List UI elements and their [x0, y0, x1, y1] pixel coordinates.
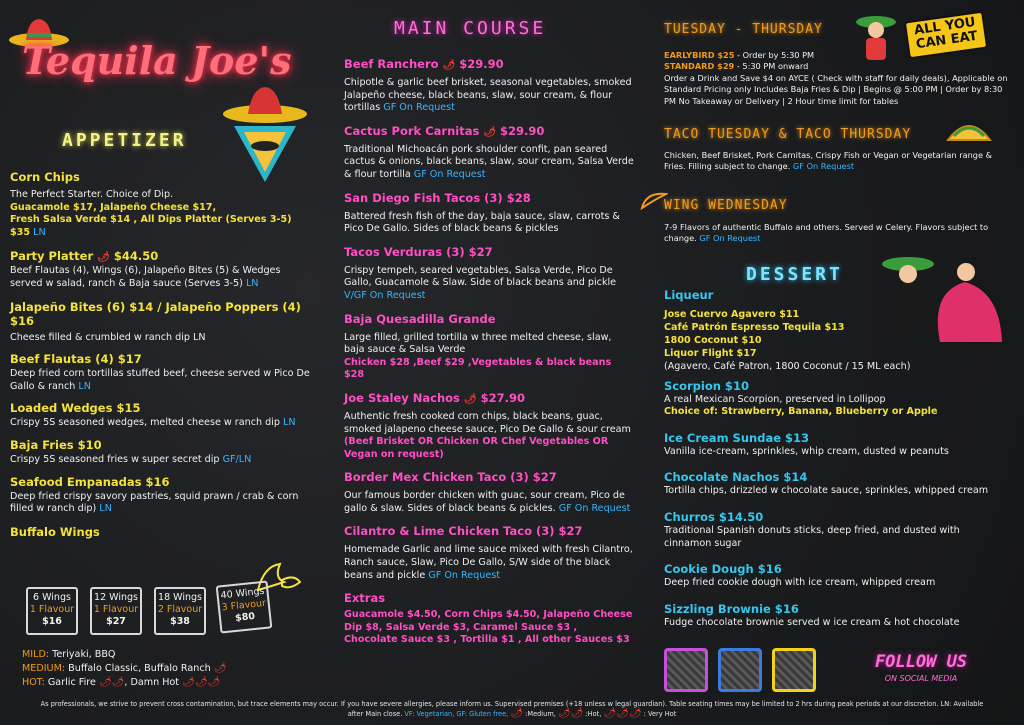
main-item — [344, 245, 634, 303]
wing-desc: 7-9 Flavors of authentic Buffalo and others. Served w Celery. Flavors subject to change. — [664, 222, 989, 244]
chili-icon: 🌶 — [510, 708, 524, 719]
mild-label: MILD: — [22, 649, 50, 660]
baja-fries-tag: GF/LN — [222, 453, 252, 465]
extras-item — [344, 591, 634, 647]
jalapeno-desc: Cheese filled & crumbled w ranch dip LN — [10, 331, 206, 343]
border-taco-title: Border Mex Chicken Taco (3) $27 — [344, 470, 557, 485]
main-item-price: $29.90 — [459, 57, 504, 71]
baja-fries-item — [10, 438, 310, 467]
wing-box-6 — [26, 587, 78, 635]
main-item-desc: Crispy tempeh, seared vegetables, Salsa Verde, Pico De Gallo, Guacamole & Slaw. Side of black beans and pickle — [344, 264, 617, 289]
dessert-item-desc: Fudge chocolate brownie served w ice cream & hot chocolate — [664, 616, 960, 628]
chili-icon: 🌶 — [463, 393, 477, 405]
footer-hot: :Hot, — [583, 710, 602, 718]
dessert-item-title: Cookie Dough $16 — [664, 562, 782, 577]
cilantro-taco-desc: Homemade Garlic and lime sauce mixed with fresh Cilantro, Ranch sauce, Slaw, Pico De Gallo, S/W side of the black beans and pickle — [344, 544, 633, 581]
empanadas-desc: Deep fried crispy savory pastries, squid prawn / crab & corn filled w ranch dip) — [10, 490, 299, 515]
taco-tag: GF On Request — [792, 161, 855, 172]
corn-chips-desc: The Perfect Starter. Choice of Dip. — [10, 189, 174, 200]
liqueur-note: (Agavero, Café Patron, 1800 Coconut / 15 ML each) — [664, 361, 911, 372]
wing-price: $38 — [170, 616, 190, 627]
taco-heading: TACO TUESDAY & TACO THURSDAY — [664, 127, 912, 142]
wing-count: 12 Wings — [94, 592, 138, 603]
facebook-qr-code[interactable] — [718, 648, 762, 692]
nachos-extra: (Beef Brisket OR Chicken OR Chef Vegetables OR Vegan on request) — [344, 436, 609, 460]
wing-heading: WING WEDNESDAY — [664, 198, 788, 213]
scorpion-title: Scorpion $10 — [664, 378, 749, 393]
buffalo-wings-title: Buffalo Wings — [10, 524, 100, 539]
wing-flavour: 1 Flavour — [29, 604, 75, 615]
wing-tag: GF On Request — [699, 233, 761, 244]
quesadilla-item — [344, 312, 634, 382]
chili-icon: 🌶 — [442, 60, 456, 71]
main-item-tag: GF On Request — [383, 102, 455, 114]
earlybird-time: - Order by 5:30 PM — [734, 50, 815, 60]
liqueur-line: Jose Cuervo Agavero $11 — [664, 309, 800, 320]
dessert-item-desc: Tortilla chips, drizzled w chocolate sauce, sprinkles, whipped cream — [664, 485, 989, 497]
scorpion-choice: Choice of: Strawberry, Banana, Blueberry or Apple — [664, 406, 938, 418]
border-taco-item — [344, 470, 634, 515]
loaded-wedges-tag: LN — [283, 417, 296, 429]
corn-chips-prices-2: Fresh Salsa Verde $14 , All Dips Platter (Serves 3-5) — [10, 214, 292, 226]
jalapeno-item — [10, 300, 310, 345]
beef-flautas-title: Beef Flautas (4) $17 — [10, 352, 142, 367]
jalapeno-title: Jalapeño Bites (6) $14 / Jalapeño Poppers (4) — [10, 299, 301, 314]
medium-label: MEDIUM: — [22, 663, 66, 674]
wing-flavour: 2 Flavour — [157, 604, 203, 615]
baja-fries-desc: Crispy 5S seasoned fries w super secret dip — [10, 453, 220, 465]
beef-flautas-item — [10, 352, 310, 393]
baja-fries-title: Baja Fries $10 — [10, 437, 102, 452]
main-item-desc: Battered fresh fish of the day, baja sauce, slaw, carrots & Pico De Gallo. Sides of black beans & pickles — [344, 210, 620, 235]
chili-icon: 🌶🌶 — [98, 677, 125, 688]
medium-flavours: Buffalo Classic, Buffalo Ranch — [68, 663, 211, 674]
liqueur-line: 1800 Coconut $10 — [664, 335, 762, 346]
dessert-item-title: Sizzling Brownie $16 — [664, 601, 799, 616]
wing-box-18 — [154, 587, 206, 635]
footer-medium: :Medium, — [523, 710, 556, 718]
cilantro-taco-tag: GF On Request — [428, 569, 500, 581]
wing-box-40 — [216, 580, 273, 633]
quesadilla-prices: Chicken $28 ,Beef $29 ,Vegetables & black beans $28 — [344, 356, 612, 381]
corn-chips-tag: LN — [33, 226, 46, 238]
chili-icon: 🌶 — [97, 252, 110, 264]
nachos-item — [344, 391, 634, 461]
wing-box-12 — [90, 587, 142, 635]
standard-time: - 5:30 PM onward — [734, 61, 809, 72]
standard-label: STANDARD $29 — [664, 61, 735, 72]
party-platter-desc: Beef Flautas (4), Wings (6), Jalapeño Bites (5) & Wedges served w salad, ranch & Baja sauce (Serves 3-5) — [10, 265, 281, 289]
wing-count: 18 Wings — [158, 592, 202, 603]
nachos-desc: Authentic fresh cooked corn chips, black beans, guac, smoked jalapeno cheese sauce, Pico De Gallo & sour cream — [344, 410, 631, 435]
hot-flavour-1: Garlic Fire — [47, 677, 96, 688]
mariachi-mask-icon — [222, 84, 308, 184]
empanadas-title: Seafood Empanadas $16 — [10, 474, 170, 489]
main-item — [344, 191, 634, 236]
taco-desc: Chicken, Beef Brisket, Pork Carnitas, Crispy Fish or Vegan or Vegetarian range & Fries. Filling subject to change. — [664, 150, 993, 172]
chili-icon: 🌶 — [483, 126, 497, 138]
buffalo-wings-item — [10, 525, 310, 539]
wing-flavours — [22, 648, 226, 690]
wing-count: 40 Wings — [220, 585, 266, 602]
chili-icon: 🌶🌶🌶 — [182, 677, 221, 688]
beef-flautas-desc: Deep fried corn tortillas stuffed beef, cheese served w Pico De Gallo & ranch — [10, 368, 310, 392]
loaded-wedges-desc: Crispy 5S seasoned wedges, melted cheese w ranch dip — [10, 417, 280, 429]
dessert-item-desc: Vanilla ice-cream, sprinkles, whip cream, dusted w peanuts — [664, 445, 949, 457]
party-platter-item — [10, 249, 310, 290]
border-taco-tag: GF On Request — [558, 502, 631, 514]
main-item-desc: Traditional Michoacán pork shoulder confit, pan seared cactus & onions, black beans, slaw, sour cream, Salsa Verde & flour tortilla — [344, 143, 634, 180]
party-platter-tag: LN — [245, 277, 259, 289]
dessert-item-desc: Traditional Spanish donuts sticks, deep fried, and dusted with cinnamon sugar — [664, 524, 960, 549]
scorpion-desc: A real Mexican Scorpion, preserved in Lollipop — [664, 393, 886, 405]
hot-flavour-2: , Damn Hot — [124, 677, 180, 688]
follow-us-text: FOLLOW US — [874, 652, 968, 672]
appetizer-section — [10, 170, 310, 539]
main-item-title: Beef Ranchero — [344, 57, 439, 71]
nachos-title: Joe Staley Nachos — [344, 390, 460, 405]
snapchat-qr-code[interactable] — [772, 648, 816, 692]
main-item-tag: V/GF On Request — [344, 289, 426, 301]
extras-desc: Guacamole $4.50, Corn Chips $4.50, Jalapeño Cheese Dip $8, Salsa Verde $3, Caramel Sauce $3 , Chocolate Sauce $3 , Tortilla $1 , All other Sauces $3 — [344, 609, 633, 646]
corn-chips-item — [10, 170, 310, 239]
party-platter-title: Party Platter — [10, 249, 94, 264]
dessert-item-title: Chocolate Nachos $14 — [664, 470, 808, 485]
cilantro-taco-item — [344, 524, 634, 582]
earlybird-label: EARLYBIRD $25 — [664, 50, 735, 60]
corn-chips-prices: Guacamole $17, Jalapeño Cheese $17, — [10, 201, 217, 213]
quesadilla-title: Baja Quesadilla Grande — [344, 311, 496, 326]
main-item-title: Tacos Verduras (3) $27 — [344, 244, 493, 259]
hot-label: HOT: — [22, 677, 45, 688]
corn-chips-title: Corn Chips — [10, 170, 80, 184]
appetizer-heading: APPETIZER — [62, 130, 187, 151]
loaded-wedges-item — [10, 401, 310, 430]
ayce-badge: ALL YOU CAN EAT — [904, 11, 989, 60]
dessert-item-desc: Deep fried cookie dough with ice cream, whipped cream — [664, 577, 936, 589]
footer-line-1: As professionals, we strive to prevent cross contamination, but trace elements may occur. If you have severe allergies, please inform us. Supervised premises (+18 unless w legal guardian). Table seating times may be limited to 2 hrs during peak periods at our discretion. LN: Available — [40, 700, 984, 708]
chili-icon: 🌶🌶🌶 — [603, 708, 642, 719]
mild-flavours: Teriyaki, BBQ — [52, 649, 116, 660]
footer-diet-key: VF: Vegetarian, GF: Gluten free, — [402, 710, 509, 718]
footer-disclaimer — [0, 700, 1024, 719]
jalapeno-price: $16 — [10, 313, 35, 328]
main-item-desc: Chipotle & garlic beef brisket, seasonal vegetables, smoked Jalapeño cheese, black beans, slaw, sour cream, & flour tortillas — [344, 77, 632, 114]
main-item-price: $29.90 — [500, 123, 545, 138]
main-item — [344, 124, 634, 182]
main-item-title: San Diego Fish Tacos (3) $28 — [344, 190, 531, 205]
party-platter-price: $44.50 — [113, 249, 159, 264]
main-item-tag: GF On Request — [413, 168, 486, 180]
border-taco-desc: Our famous border chicken with guac, sour cream, Pico de gallo & slaw. Sides of black beans & pickles. — [344, 490, 625, 514]
corn-chips-prices-3: $35 — [10, 226, 31, 238]
wing-flavour: 3 Flavour — [221, 597, 267, 614]
footer-very-hot: : Very Hot — [641, 710, 677, 718]
beef-flautas-tag: LN — [78, 380, 91, 392]
main-course-heading: MAIN COURSE — [394, 18, 547, 39]
dessert-item-title: Ice Cream Sundae $13 — [664, 430, 810, 445]
liqueur-line: Café Patrón Espresso Tequila $13 — [664, 322, 845, 333]
liqueur-line: Liquor Flight $17 — [664, 348, 757, 359]
extras-title: Extras — [344, 591, 386, 606]
brand-title: Tequila Joe's — [22, 38, 292, 83]
instagram-qr-code[interactable] — [664, 648, 708, 692]
loaded-wedges-title: Loaded Wedges $15 — [10, 401, 141, 416]
empanadas-tag: LN — [99, 503, 112, 515]
wing-count: 6 Wings — [33, 592, 71, 603]
dessert-heading: DESSERT — [746, 264, 843, 285]
follow-us-subtext: ON SOCIAL MEDIA — [884, 674, 958, 683]
wing-price: $16 — [42, 616, 62, 627]
chili-icon: 🌶🌶 — [557, 708, 584, 719]
wing-price: $80 — [234, 610, 256, 624]
ayce-desc: Order a Drink and Save $4 on AYCE ( Check with staff for daily deals), Applicable on Standard Pricing only Includes Baja Fries & Dip | Begins @ 5:00 PM | Order by 8:30 PM No Takeaway or Delivery | 2 Hour time limit for tables — [664, 72, 1008, 106]
tuesday-heading: TUESDAY - THURSDAY — [664, 22, 823, 37]
main-item-title: Cactus Pork Carnitas — [344, 123, 480, 138]
wing-price: $27 — [106, 616, 126, 627]
chili-icon: 🌶 — [213, 663, 227, 674]
dessert-item-title: Churros $14.50 — [664, 509, 764, 524]
cilantro-taco-title: Cilantro & Lime Chicken Taco (3) $27 — [344, 524, 583, 539]
footer-line-2a: after Main close. — [347, 710, 403, 718]
nachos-price: $27.90 — [480, 390, 526, 405]
main-item — [344, 57, 634, 115]
empanadas-item — [10, 475, 310, 516]
wing-flavour: 1 Flavour — [93, 604, 139, 615]
quesadilla-desc: Large filled, grilled tortilla w three melted cheese, slaw, baja sauce & Salsa Verde — [344, 331, 612, 356]
liqueur-title: Liqueur — [664, 288, 714, 302]
taco-icon — [944, 116, 994, 144]
